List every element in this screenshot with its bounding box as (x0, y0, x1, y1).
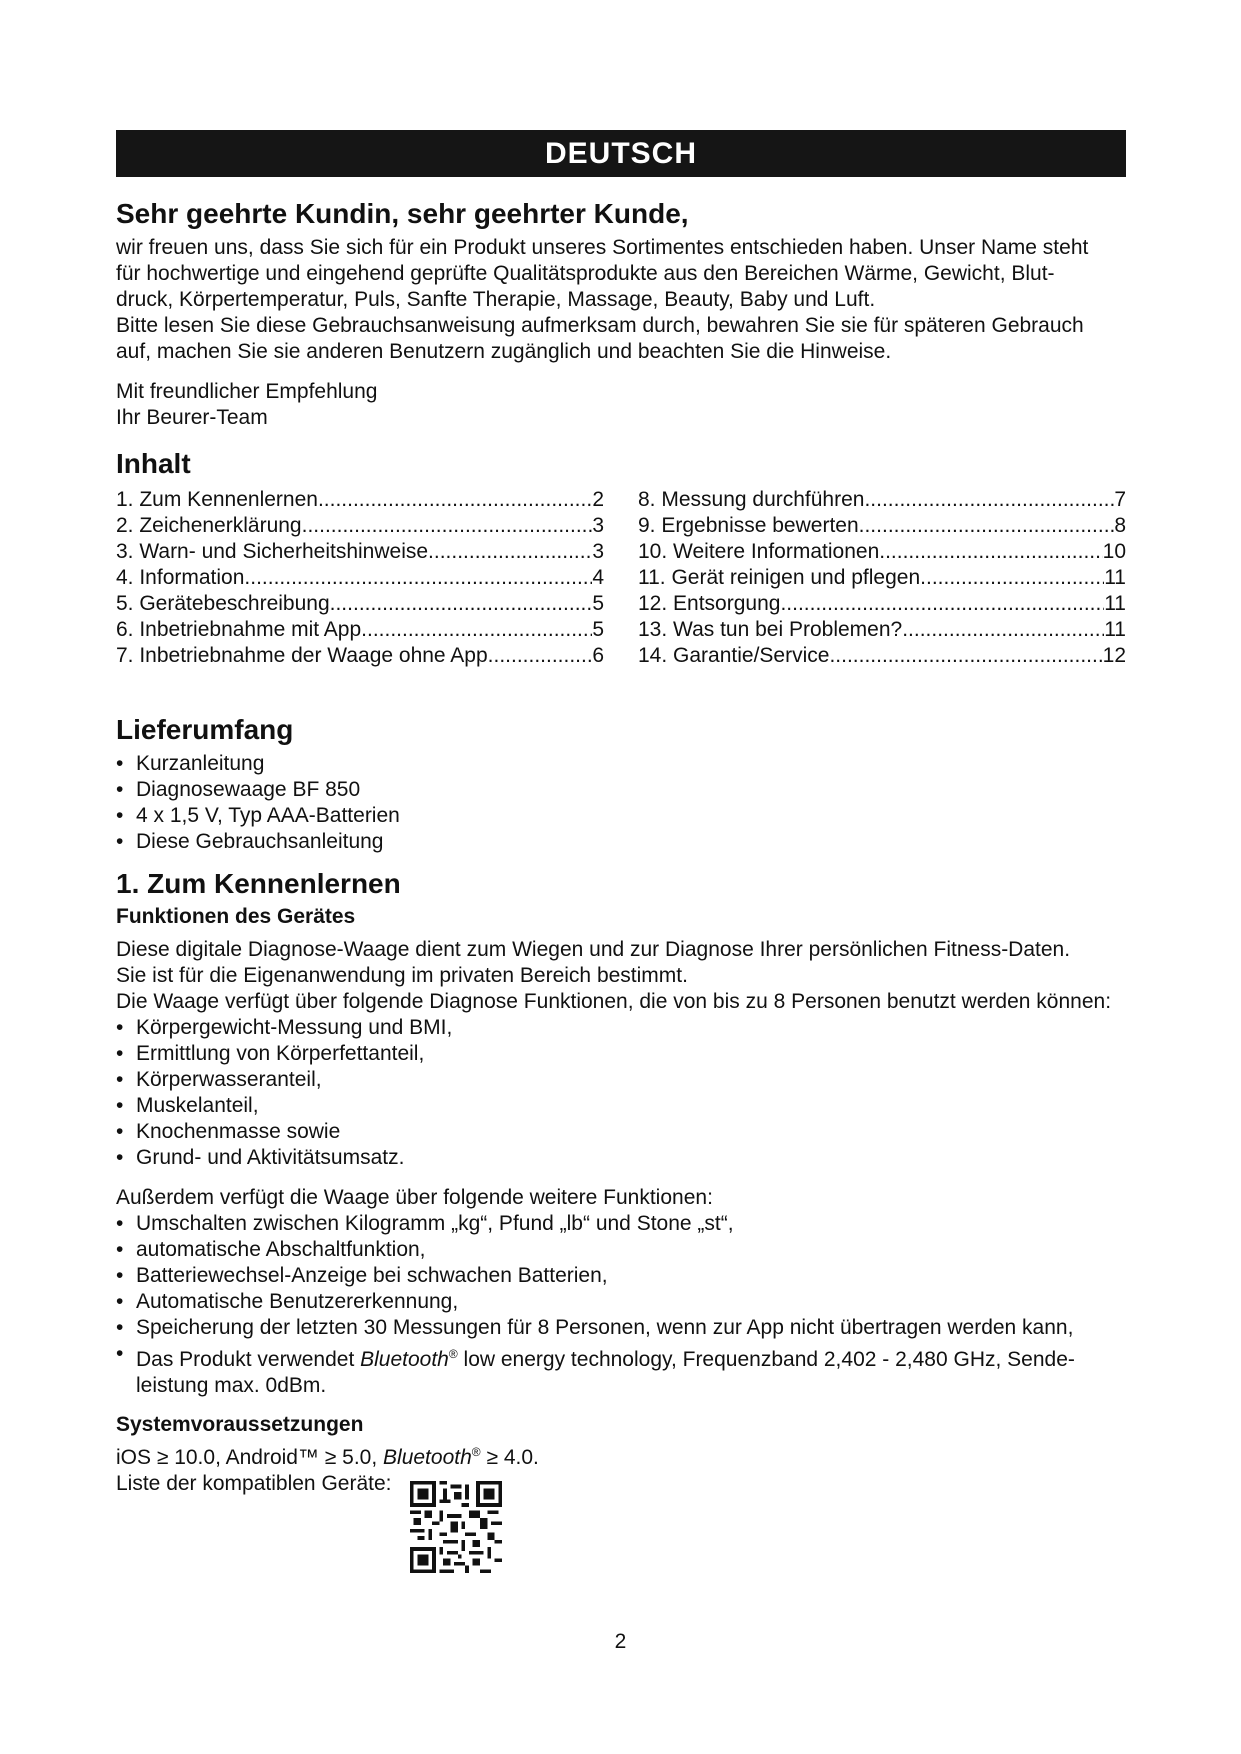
toc-entry[interactable] (638, 513, 1126, 539)
toc-entry-page: 2 (592, 488, 604, 511)
list-item: • Kurzanleitung (116, 751, 1126, 777)
toc-right-column (638, 487, 1126, 669)
toc-entry-label: 7. Inbetriebnahme der Waage ohne App (116, 644, 488, 667)
list-item: • Knochenmasse sowie (116, 1119, 1126, 1145)
toc-left-column (116, 487, 604, 669)
toc-entry-label: 11. Gerät reinigen und pflegen (638, 566, 921, 589)
toc-entry-page: 12 (1102, 644, 1126, 667)
toc-entry-label: 10. Weitere Informationen (638, 540, 880, 563)
toc-entry[interactable] (638, 591, 1126, 617)
page-number: 2 (614, 1630, 627, 1653)
list-item: • Automatische Benutzererkennung, (116, 1289, 1126, 1315)
greeting-title: Sehr geehrte Kundin, sehr geehrter Kunde, (116, 198, 689, 229)
toc-entry-page: 11 (1104, 592, 1126, 615)
more-functions-list (116, 1211, 1126, 1399)
toc-entry-page: 11 (1104, 618, 1126, 641)
toc-entry-label: 12. Entsorgung (638, 592, 781, 615)
list-item: • Muskelanteil, (116, 1093, 1126, 1119)
delivery-list (116, 751, 1126, 855)
diagnosis-functions-list (116, 1015, 1126, 1171)
section1-subtitle: Funktionen des Gerätes (116, 905, 356, 928)
closing-line: Ihr Beurer-Team (116, 406, 268, 429)
more-functions-intro: Außerdem verfügt die Waage über folgende weitere Funktionen: (116, 1186, 713, 1209)
greeting-line: für hochwertige und eingehend geprüfte Qualitätsprodukte aus den Bereichen Wärme, Gewicht, Blut- (116, 262, 1055, 285)
greeting-line: Bitte lesen Sie diese Gebrauchsanweisung aufmerksam durch, bewahren Sie sie für späteren Gebrauch (116, 314, 1084, 337)
toc-entry[interactable] (638, 617, 1126, 643)
text-line: Sie ist für die Eigenanwendung im privaten Bereich bestimmt. (116, 964, 688, 987)
toc-entry[interactable] (116, 539, 604, 565)
toc-entry-label: 6. Inbetriebnahme mit App (116, 618, 362, 641)
language-banner: DEUTSCH (116, 130, 1126, 177)
toc-entry-label: 9. Ergebnisse bewerten (638, 514, 859, 537)
toc-entry[interactable] (116, 565, 604, 591)
list-item-bluetooth: • Das Produkt verwendet Bluetooth® low energy technology, Frequenzband 2,402 - 2,480 GHz, Sende- leistung max. 0dBm. (116, 1341, 1126, 1399)
qr-code[interactable] (410, 1481, 502, 1573)
closing-line: Mit freundlicher Empfehlung (116, 380, 378, 403)
toc-entry-page: 3 (592, 514, 604, 537)
delivery-title: Lieferumfang (116, 714, 294, 745)
toc-entry-page: 10 (1102, 540, 1126, 563)
toc-entry-page: 5 (592, 618, 604, 641)
text-line: Die Waage verfügt über folgende Diagnose Funktionen, die von bis zu 8 Personen benutzt werden können: (116, 990, 1112, 1013)
closing (116, 379, 1126, 431)
compatible-devices-label: Liste der kompatiblen Geräte: (116, 1472, 392, 1495)
toc-entry[interactable] (638, 487, 1126, 513)
toc-entry[interactable] (116, 643, 604, 669)
toc-entry-label: 1. Zum Kennenlernen (116, 488, 318, 511)
list-item: • Grund- und Aktivitätsumsatz. (116, 1145, 1126, 1171)
greeting-text (116, 235, 1126, 365)
toc-entry-page: 11 (1104, 566, 1126, 589)
toc-entry[interactable] (116, 617, 604, 643)
toc-entry-page: 4 (592, 566, 604, 589)
toc-entry-page: 7 (1114, 488, 1126, 511)
toc-entry-label: 8. Messung durchführen (638, 488, 865, 511)
section1-title: 1. Zum Kennenlernen (116, 868, 401, 899)
toc-entry-label: 4. Information (116, 566, 245, 589)
list-item: • Diagnosewaage BF 850 (116, 777, 1126, 803)
toc-entry-label: 5. Gerätebeschreibung (116, 592, 330, 615)
toc-entry-label: 3. Warn- und Sicherheitshinweise (116, 540, 429, 563)
toc-entry[interactable] (116, 513, 604, 539)
toc-entry-label: 13. Was tun bei Problemen? (638, 618, 903, 641)
toc-entry[interactable] (638, 565, 1126, 591)
list-item: • Batteriewechsel-Anzeige bei schwachen Batterien, (116, 1263, 1126, 1289)
toc-entry-label: 2. Zeichenerklärung (116, 514, 302, 537)
toc-entry-page: 6 (592, 644, 604, 667)
list-item: • Körpergewicht-Messung und BMI, (116, 1015, 1126, 1041)
compatible-devices-row (116, 1471, 1126, 1571)
greeting-line: wir freuen uns, dass Sie sich für ein Produkt unseres Sortimentes entschieden haben. Unser Name steht (116, 236, 1089, 259)
toc-entry-page: 3 (592, 540, 604, 563)
list-item: • 4 x 1,5 V, Typ AAA-Batterien (116, 803, 1126, 829)
list-item: • Umschalten zwischen Kilogramm „kg“, Pfund „lb“ und Stone „st“, (116, 1211, 1126, 1237)
list-item: • automatische Abschaltfunktion, (116, 1237, 1126, 1263)
text-line: Diese digitale Diagnose-Waage dient zum Wiegen und zur Diagnose Ihrer persönlichen Fitness-Daten. (116, 938, 1071, 961)
list-item: • Diese Gebrauchsanleitung (116, 829, 1126, 855)
toc-entry[interactable] (638, 643, 1126, 669)
greeting-line: auf, machen Sie sie anderen Benutzern zugänglich und beachten Sie die Hinweise. (116, 340, 892, 363)
toc-entry[interactable] (116, 487, 604, 513)
toc-entry[interactable] (116, 591, 604, 617)
table-of-contents (116, 487, 1126, 669)
toc-entry[interactable] (638, 539, 1126, 565)
toc-entry-page: 8 (1114, 514, 1126, 537)
toc-entry-page: 5 (592, 592, 604, 615)
list-item: • Speicherung der letzten 30 Messungen für 8 Personen, wenn zur App nicht übertragen werden kann, (116, 1315, 1126, 1341)
toc-entry-label: 14. Garantie/Service (638, 644, 830, 667)
system-requirements-title: Systemvoraussetzungen (116, 1413, 364, 1436)
section1-description (116, 937, 1126, 1015)
system-requirements: iOS ≥ 10.0, Android™ ≥ 5.0, Bluetooth® ≥ 4.0. (116, 1445, 539, 1469)
toc-title: Inhalt (116, 448, 191, 479)
list-item: • Ermittlung von Körperfettanteil, (116, 1041, 1126, 1067)
greeting-line: druck, Körpertemperatur, Puls, Sanfte Therapie, Massage, Beauty, Baby und Luft. (116, 288, 876, 311)
list-item: • Körperwasseranteil, (116, 1067, 1126, 1093)
manual-page (116, 130, 1126, 1571)
